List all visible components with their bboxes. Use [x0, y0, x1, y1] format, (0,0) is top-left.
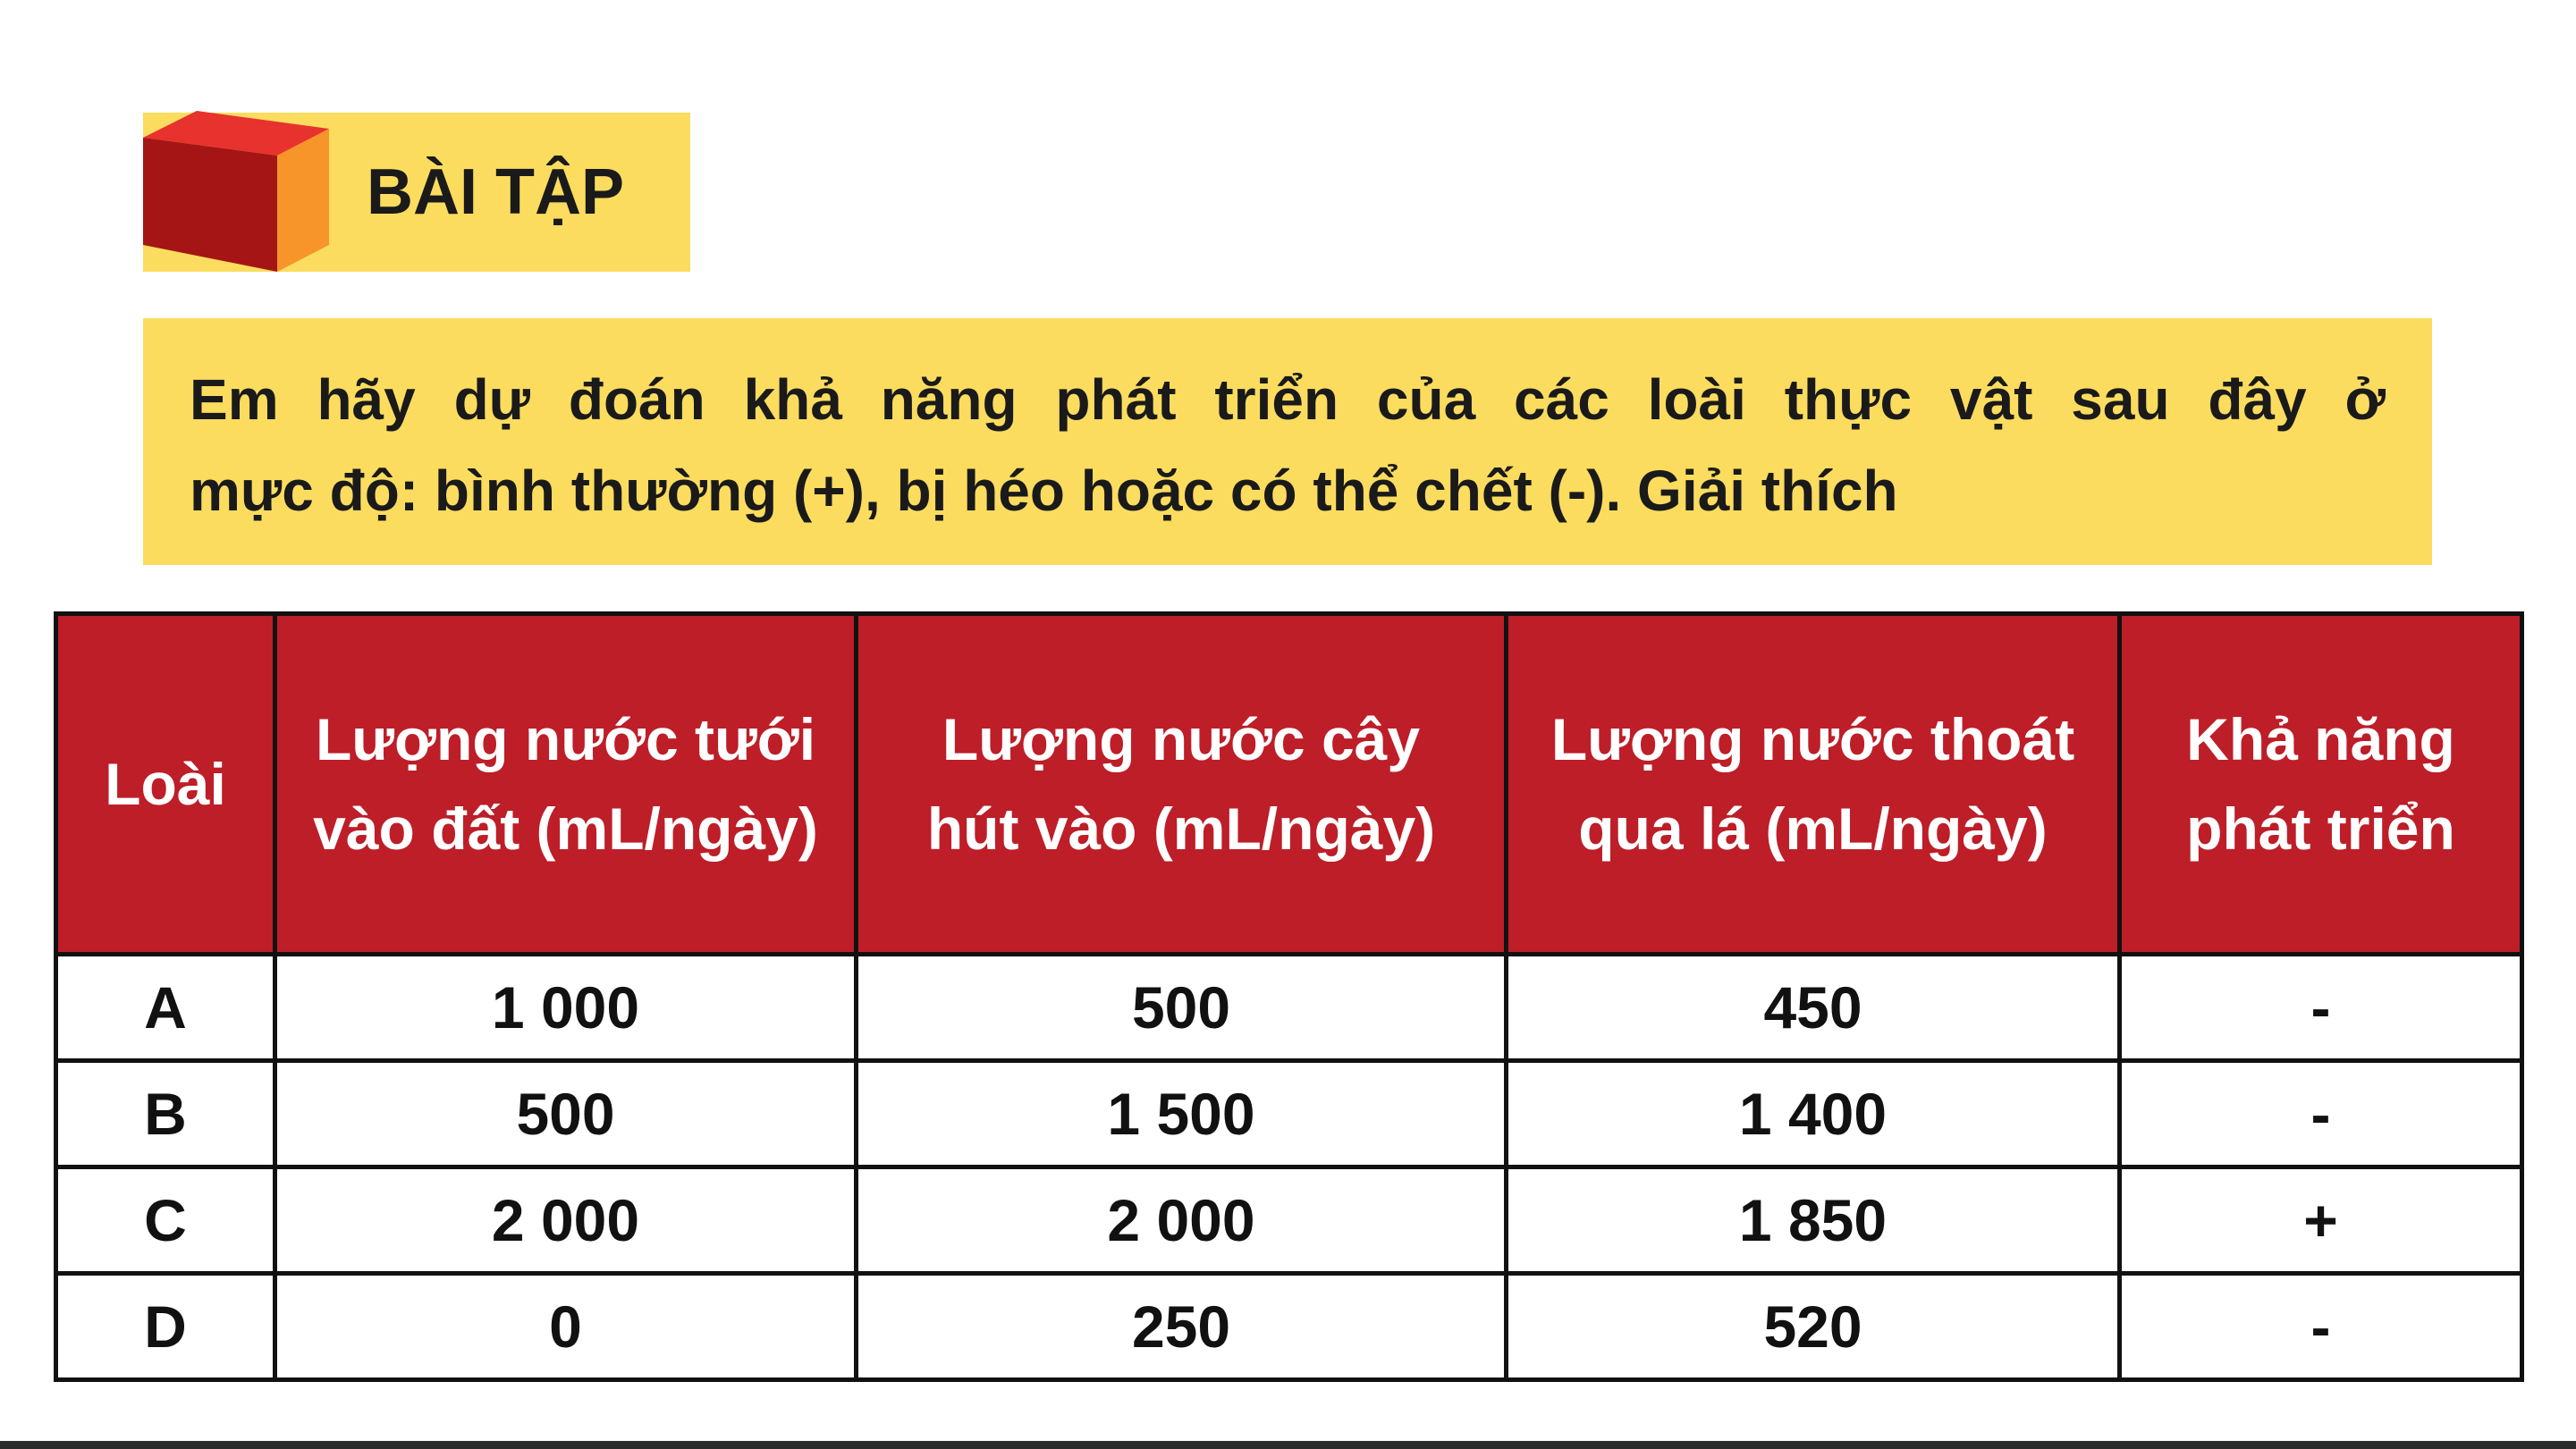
table-row: [56, 1061, 2522, 1167]
column-header-line: qua lá (mL/ngày): [1578, 796, 2048, 862]
column-header-species: [56, 614, 275, 955]
water-absorbed-cell: 250: [857, 1274, 1507, 1380]
column-header-line: Lượng nước thoát: [1550, 706, 2075, 772]
water-supplied-cell: 0: [275, 1274, 857, 1380]
water-supplied-cell: 1 000: [275, 955, 857, 1061]
species-cell: D: [56, 1274, 275, 1380]
column-header-line: phát triển: [2186, 796, 2455, 862]
water-supplied-cell: 2 000: [275, 1167, 857, 1274]
column-header-line: Lượng nước cây: [942, 706, 1421, 772]
water-transpired-cell: 1 850: [1507, 1167, 2120, 1274]
table-row: [56, 1167, 2522, 1274]
water-supplied-cell: 500: [275, 1061, 857, 1167]
cube-icon: [143, 111, 329, 272]
column-header-water-absorbed: [857, 614, 1507, 955]
water-balance-table: [54, 611, 2524, 1382]
column-header-growth: [2120, 614, 2522, 955]
growth-cell: +: [2120, 1167, 2522, 1274]
column-header-line: Khả năng: [2186, 706, 2455, 772]
water-absorbed-cell: 2 000: [857, 1167, 1507, 1274]
table-header-row: [56, 614, 2522, 955]
table-row: [56, 955, 2522, 1061]
species-cell: B: [56, 1061, 275, 1167]
bottom-border: [0, 1441, 2576, 1449]
water-transpired-cell: 450: [1507, 955, 2120, 1061]
column-header-water-supplied: [275, 614, 857, 955]
growth-cell: -: [2120, 1274, 2522, 1380]
section-title: BÀI TẬP: [367, 156, 624, 228]
column-header-line: vào đất (mL/ngày): [313, 796, 818, 862]
water-absorbed-cell: 1 500: [857, 1061, 1507, 1167]
prompt-line-1: Em hãy dự đoán khả năng phát triển của các loài thực vật sau đây ở: [190, 367, 2386, 432]
water-absorbed-cell: 500: [857, 955, 1507, 1061]
column-header-line: hút vào (mL/ngày): [926, 796, 1436, 862]
water-transpired-cell: 520: [1507, 1274, 2120, 1380]
column-header-water-transpired: [1507, 614, 2120, 955]
growth-cell: -: [2120, 955, 2522, 1061]
water-transpired-cell: 1 400: [1507, 1061, 2120, 1167]
species-cell: A: [56, 955, 275, 1061]
column-header-line: Lượng nước tưới: [315, 706, 816, 772]
column-header-line: Loài: [105, 751, 226, 817]
growth-cell: -: [2120, 1061, 2522, 1167]
table-row: [56, 1274, 2522, 1380]
prompt-line-2: mực độ: bình thường (+), bị héo hoặc có thể chết (-). Giải thích: [190, 459, 1898, 523]
species-cell: C: [56, 1167, 275, 1274]
exercise-prompt: [143, 318, 2432, 565]
